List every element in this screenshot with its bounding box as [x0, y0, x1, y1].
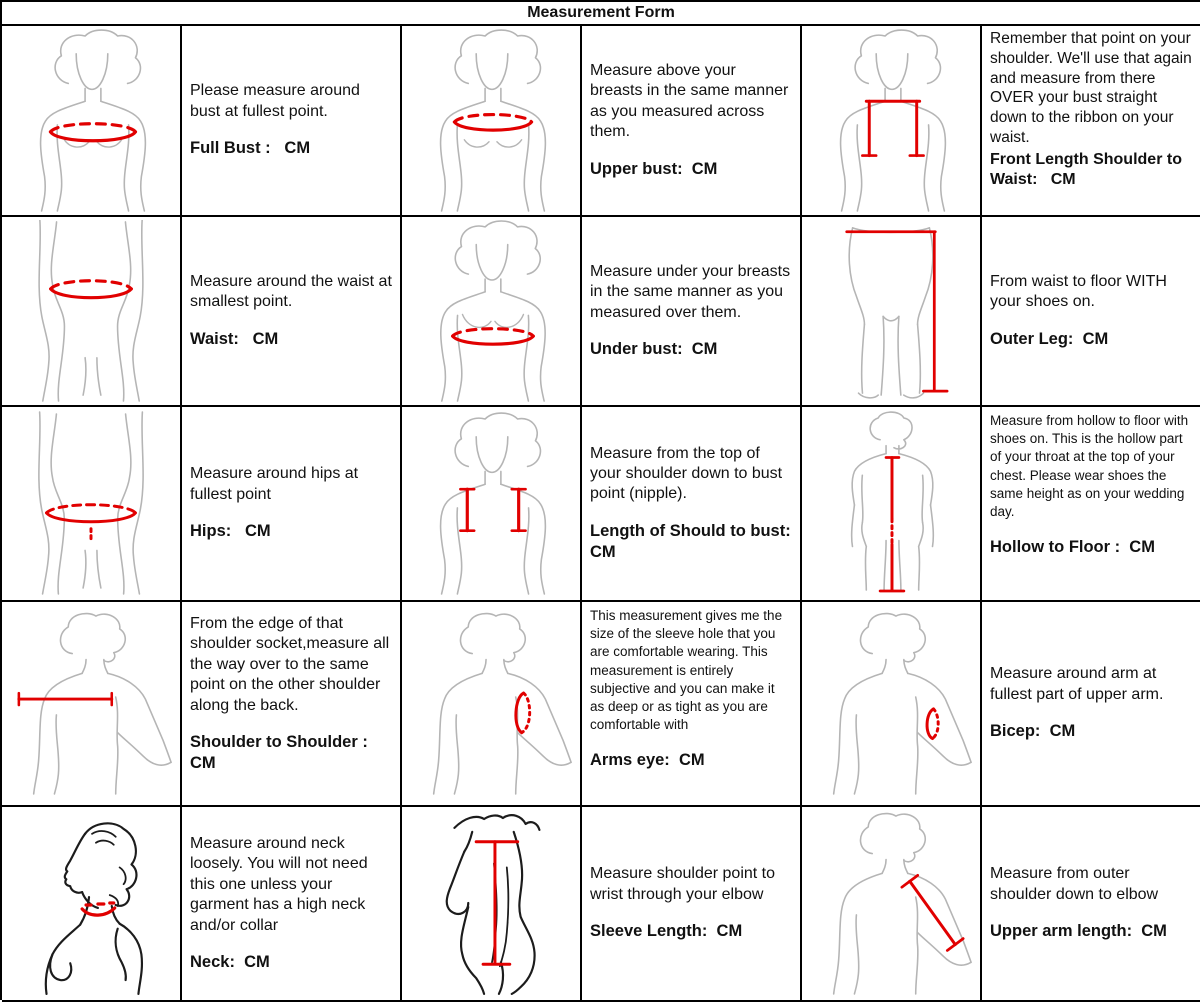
full-bust-cell [182, 26, 402, 217]
upper-bust-label: Upper bust: CM [590, 159, 718, 178]
upper-arm-length-cell [982, 807, 1200, 1002]
neck-desc: Measure around neck loosely. You will not need this one unless your garment has a high neck and/or collar [190, 834, 373, 934]
waist-desc: Measure around the waist at smallest point. [190, 272, 397, 311]
outer-leg-cell [982, 217, 1200, 407]
waist-label: Waist: CM [190, 329, 279, 348]
full-bust-label: Full Bust : CM [190, 139, 311, 158]
waist-figure [2, 217, 182, 407]
upper-bust-desc: Measure above your breasts in the same manner as you measured across them. [590, 62, 793, 141]
full-bust-desc: Please measure around bust at fullest point. [190, 82, 365, 120]
sleeve-length-cell [582, 807, 802, 1002]
shoulder-to-bust-desc: Measure from the top of your shoulder down to bust point (nipple). [590, 444, 787, 503]
hollow-to-floor-label: Hollow to Floor : CM [990, 537, 1155, 556]
hollow-to-floor-desc: Measure from hollow to floor with shoes on. This is the hollow part of your throat at the top of your chest. Please wear shoes the same height as on your wedding day. [990, 413, 1192, 520]
shoulder-to-bust-figure [402, 407, 582, 602]
shoulder-to-bust-label: Length of Should to bust: CM [590, 521, 800, 562]
outer-leg-label: Outer Leg: CM [990, 329, 1109, 348]
front-length-figure [802, 26, 982, 217]
hips-desc: Measure around hips at fullest point [190, 465, 363, 503]
outer-leg-desc: From waist to floor WITH your shoes on. [990, 272, 1172, 311]
shoulder-to-shoulder-cell [182, 602, 402, 807]
sleeve-length-label: Sleeve Length: CM [590, 922, 743, 941]
full-bust-figure [2, 26, 182, 217]
hollow-to-floor-figure [802, 407, 982, 602]
waist-cell [182, 217, 402, 407]
upper-arm-length-desc: Measure from outer shoulder down to elbow [990, 865, 1159, 903]
shoulder-to-shoulder-label: Shoulder to Shoulder : CM [190, 733, 373, 773]
bicep-figure [802, 602, 982, 807]
upper-bust-figure [402, 26, 582, 217]
neck-label: Neck: CM [190, 952, 270, 971]
arms-eye-label: Arms eye: CM [590, 751, 705, 770]
hips-figure [2, 407, 182, 602]
bicep-label: Bicep: CM [990, 722, 1076, 741]
upper-arm-length-figure [802, 807, 982, 1002]
neck-cell [182, 807, 402, 1002]
bicep-cell [982, 602, 1200, 807]
shoulder-to-shoulder-desc: From the edge of that shoulder socket,measure all the way over to the same point on the other shoulder along the back. [190, 615, 394, 714]
page-title: Measurement Form [2, 2, 1200, 26]
hips-cell [182, 407, 402, 602]
front-length-label: Front Length Shoulder to Waist: CM [990, 150, 1187, 189]
arms-eye-cell [582, 602, 802, 807]
bicep-desc: Measure around arm at fullest part of upper arm. [990, 665, 1164, 703]
arms-eye-figure [402, 602, 582, 807]
arms-eye-desc: This measurement gives me the size of the sleeve hole that you are comfortable wearing. This measurement is entirely subjective and you can make it as deep or as tight as you are comfortable with [590, 608, 786, 733]
hips-label: Hips: CM [190, 522, 271, 541]
hollow-to-floor-cell [982, 407, 1200, 602]
sleeve-length-desc: Measure shoulder point to wrist through your elbow [590, 865, 780, 903]
under-bust-desc: Measure under your breasts in the same manner as you measured over them. [590, 262, 795, 321]
under-bust-cell [582, 217, 802, 407]
under-bust-label: Under bust: CM [590, 339, 718, 358]
front-length-desc: Remember that point on your shoulder. We'll use that again and measure from there OVER your bust straight down to the ribbon on your waist. [990, 30, 1197, 147]
shoulder-to-bust-cell [582, 407, 802, 602]
front-length-cell [982, 26, 1200, 217]
neck-figure [2, 807, 182, 1002]
upper-bust-cell [582, 26, 802, 217]
under-bust-figure [402, 217, 582, 407]
outer-leg-figure [802, 217, 982, 407]
sleeve-length-figure [402, 807, 582, 1002]
shoulder-to-shoulder-figure [2, 602, 182, 807]
upper-arm-length-label: Upper arm length: CM [990, 922, 1167, 941]
